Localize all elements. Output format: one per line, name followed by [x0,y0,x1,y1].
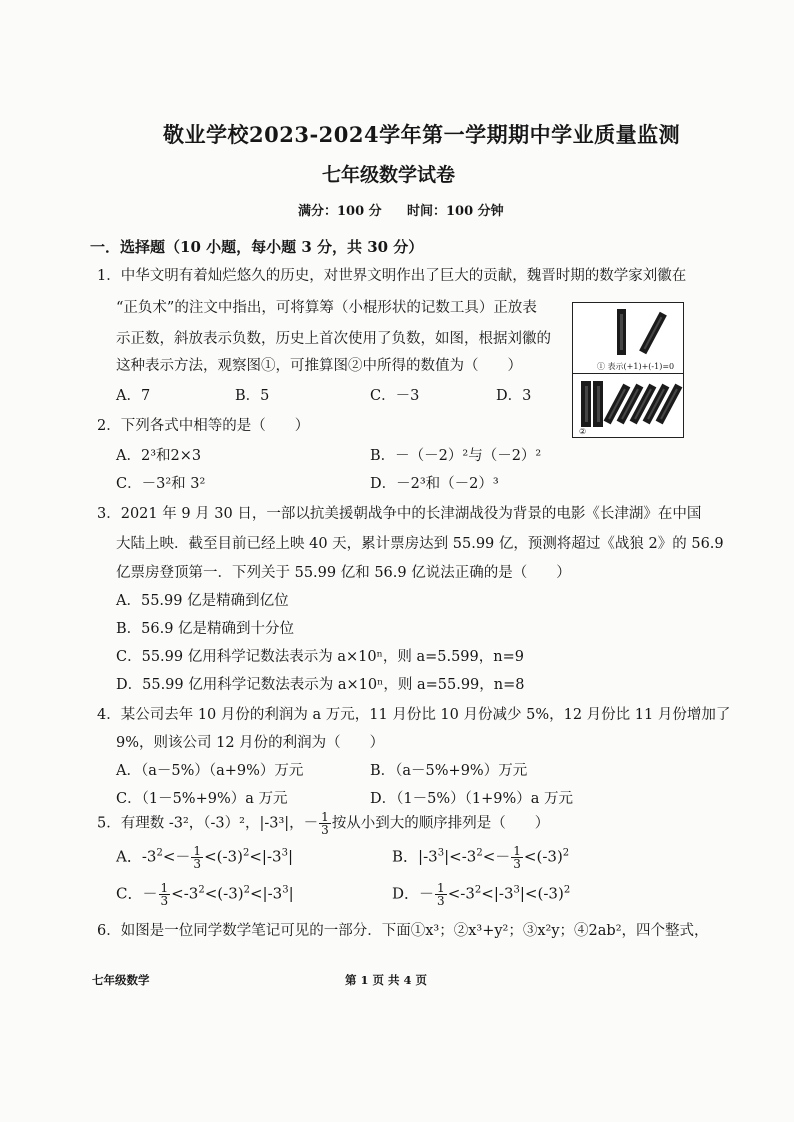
q4-option-d: D．（1－5%）（1+9%）a 万元 [370,791,573,807]
q5-option-a: A．$-3^2<-$ $\frac{1}{3}$ $<(-3)^2<|-3^3|$ [116,844,293,871]
q1-line3: 示正数，斜放表示负数，历史上首次使用了负数，如图，根据刘徽的 [116,331,551,347]
footer-page-number: 第 1 页 共 4 页 [345,973,428,987]
rod-upright [581,381,591,427]
q5-stem-post: 按从小到大的顺序排列是（ ） [331,815,550,832]
q3-option-d: D．55.99 亿用科学记数法表示为 a×10ⁿ，则 a=55.99，n=8 [116,677,525,693]
q2-option-b: B．－（－2）²与（－2）² [370,448,542,464]
exam-subtitle: 七年级数学试卷 [322,164,456,186]
q5-stem [97,811,549,836]
q3-option-a: A．55.99 亿是精确到亿位 [116,593,289,609]
q1-line4: 这种表示方法，观察图①，可推算图②中所得的数值为（ ） [116,358,522,374]
exam-time: 时间：100 分钟 [407,204,504,219]
figure-panel-2 [573,375,683,437]
q4-line1: 4．某公司去年 10 月份的利润为 a 万元，11 月份比 10 月份减少 5%，12 月份比 11 月份增加了 [97,707,731,723]
q4-option-c: C．（1－5%+9%）a 万元 [116,791,288,807]
section-heading: 一．选择题（10 小题，每小题 3 分，共 30 分） [90,238,424,256]
q4-option-b: B．（a－5%+9%）万元 [370,763,528,779]
rod-upright [593,381,603,427]
exam-title: 敬业学校2023-2024学年第一学期期中学业质量监测 [163,122,681,147]
fraction-one-third: $\frac{1}{3}$ [513,844,521,871]
fraction-one-third: $\frac{1}{3}$ [321,810,329,837]
q1-option-b: B．5 [235,388,270,404]
fraction-one-third: $\frac{1}{3}$ [160,881,169,908]
q3-line2: 大陆上映．截至目前已经上映 40 天，累计票房达到 55.99 亿，预测将超过《战狼 2》的 56.9 [116,536,724,552]
q5-stem-pre: 5．有理数 -3²，（-3）²，|-3³|，－ [97,815,319,832]
q1-option-c: C．－3 [370,388,420,404]
q2-option-d: D．－2³和（－2）³ [370,476,499,492]
q6-line1: 6．如图是一位同学数学笔记可见的一部分．下面①x³；②x³+y²；③x²y；④2ab²，四个整式， [97,923,709,939]
fraction-one-third: $\frac{1}{3}$ [437,881,445,908]
q3-line1: 3．2021 年 9 月 30 日，一部以抗美援朝战争中的长津湖战役为背景的电影《长津湖》在中国 [97,506,702,522]
full-score: 满分：100 分 [298,204,382,219]
q1-line2: “正负术”的注文中指出，可将算筹（小棍形状的记数工具）正放表 [116,300,537,316]
fraction-one-third: $\frac{1}{3}$ [193,844,202,871]
q1-line1: 1．中华文明有着灿烂悠久的历史，对世界文明作出了巨大的贡献，魏晋时期的数学家刘徽在 [97,268,687,284]
counting-rods-figure [572,302,684,438]
q4-line2: 9%，则该公司 12 月份的利润为（ ） [116,735,385,751]
rod-slanted [639,312,667,355]
figure-caption-1: ① 表示(+1)+(-1)=0 [597,362,675,371]
figure-caption-2: ② [579,427,587,436]
q2-option-a: A．2³和2×3 [116,448,202,464]
q2-stem: 2．下列各式中相等的是（ ） [97,418,310,434]
figure-panel-1 [573,303,683,374]
q3-line3: 亿票房登顶第一．下列关于 55.99 亿和 56.9 亿说法正确的是（ ） [116,565,571,581]
rod-upright [617,309,626,355]
q3-option-b: B．56.9 亿是精确到十分位 [116,621,295,637]
q5-option-b: B．$|-3^3|<-3^2<-$ $\frac{1}{3}$ $<(-3)^2$ [392,844,570,871]
q1-option-d: D．3 [496,388,532,404]
q5-option-c: C．－ $\frac{1}{3}$ $<-3^2<(-3)^2<|-3^3|$ [116,881,294,908]
q4-option-a: A．（a－5%）（a+9%）万元 [116,763,304,779]
footer-subject: 七年级数学 [92,973,150,987]
q3-option-c: C．55.99 亿用科学记数法表示为 a×10ⁿ，则 a=5.599，n=9 [116,649,524,665]
q2-option-c: C．－3²和 3² [116,476,206,492]
q1-option-a: A．7 [116,388,151,404]
q5-option-d: D．－ $\frac{1}{3}$ $<-3^2<|-3^3|<(-3)^2$ [392,881,571,908]
